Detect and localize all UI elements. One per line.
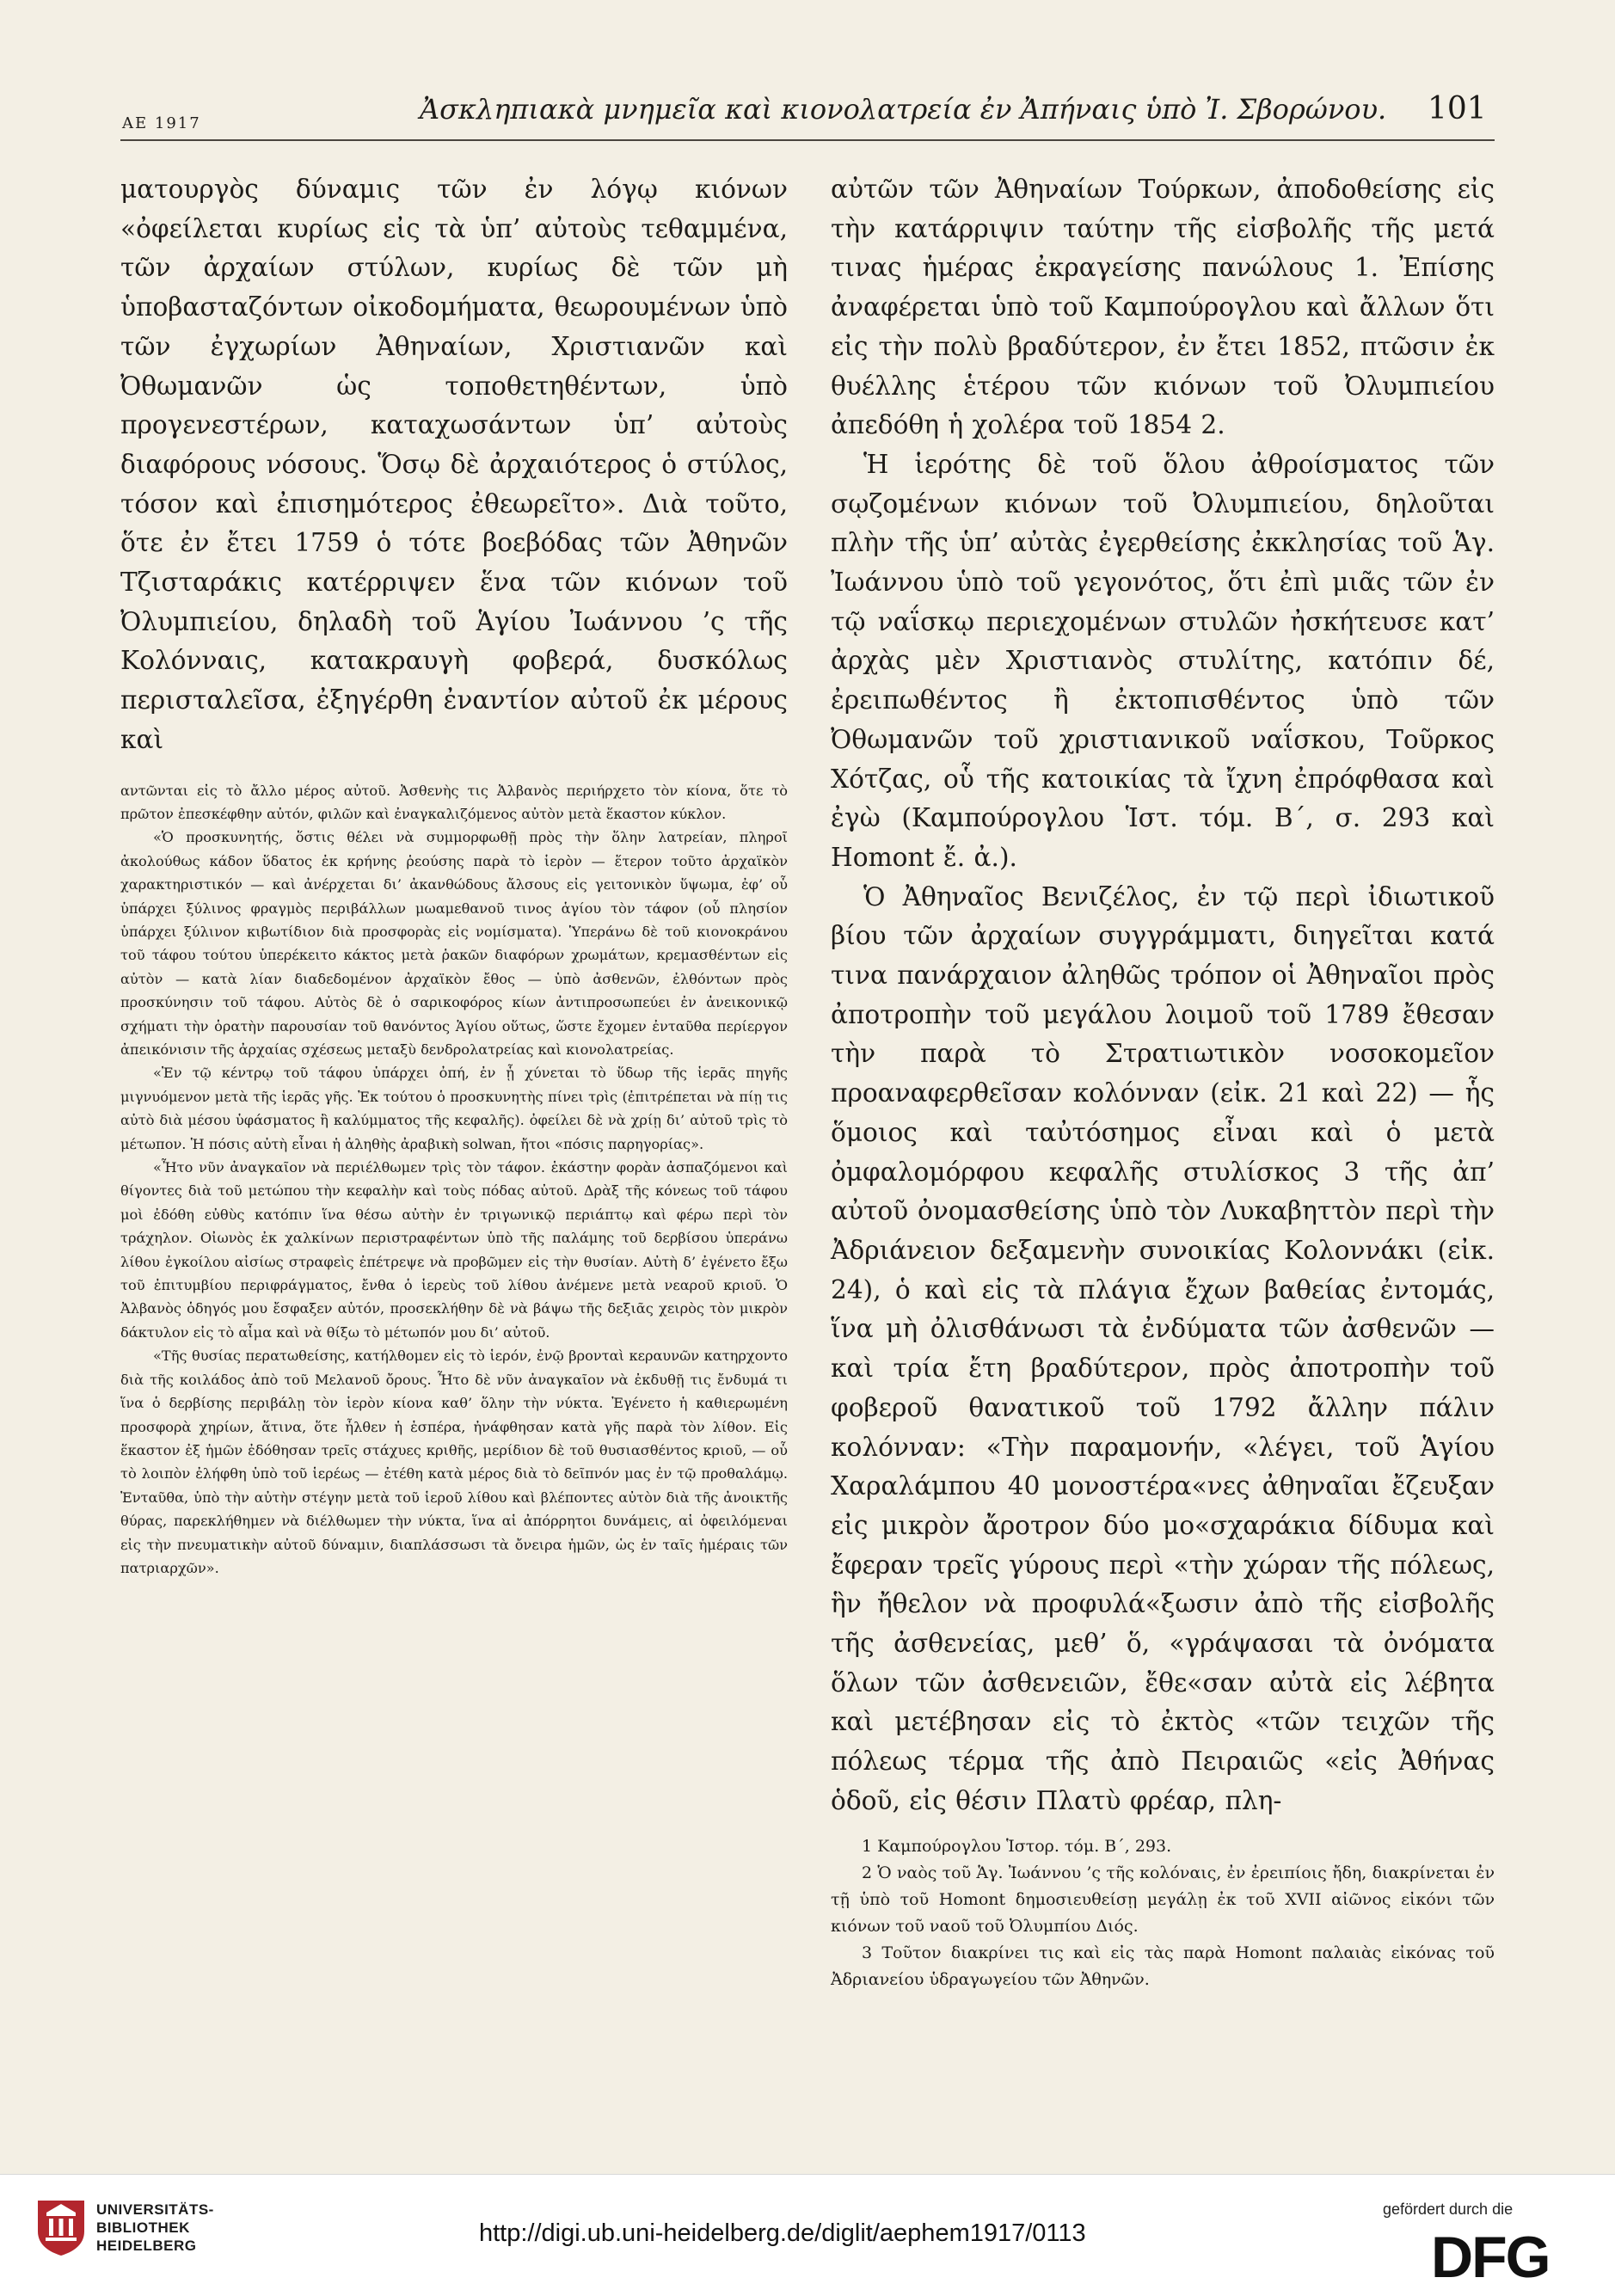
footnote: 1 Καμπούρογλου Ἱστορ. τόμ. Β΄, 293. [862,1836,1172,1856]
note-paragraph: «Ἐν τῷ κέντρῳ τοῦ τάφου ὑπάρχει ὀπή, ἐν ᾗ χύνεται τὸ ὕδωρ τῆς ἱερᾶς πηγῆς μιγνυόμενον μετὰ τῆς ἱερᾶς γῆς. Ἐκ τούτου ὁ προσκυνητὴς πίνει τρὶς (ἐπιτρέπεται νὰ πίῃ τις αὐτὸ διὰ μέσου ὑφάσματος ἢ καλύμματος τῆς κεφαλῆς). ὀφείλει δὲ νὰ χρίῃ δι’ αὐτοῦ τρὶς τὸ μέτωπον. Ἡ πόσις αὐτὴ εἶναι ἡ ἀληθὴς ἀραβικὴ solwan, ἤτοι «πόσις παρηγορίας». [120,1065,788,1152]
institution-name: UNIVERSITÄTS- BIBLIOTHEK HEIDELBERG [96,2201,214,2254]
footnote: 3 Τοῦτον διακρίνει τις καὶ εἰς τὰς παρὰ Homont παλαιὰς εἰκόνας τοῦ Ἀδριανείου ὑδραγωγείου τῶν Ἀθηνῶν. [831,1943,1495,1989]
journal-volume-label: ΑΕ 1917 [122,114,201,132]
right-paragraph: Ἡ ἱερότης δὲ τοῦ ὅλου ἀθροίσματος τῶν σῳζομένων κιόνων τοῦ Ὀλυμπιείου, δηλοῦται πλὴν τῆς ὑπ’ αὐτὰς ἐγερθείσης ἐκκλησίας τοῦ Ἁγ. Ἰωάννου ὑπὸ τοῦ γεγονότος, ὅτι ἐπὶ μιᾶς τῶν ἐν τῷ ναΐσκῳ περιεχομένων στυλῶν ἠσκήτευσε κατ’ ἀρχὰς μὲν Χριστιανὸς στυλίτης, κατόπιν δέ, ἐρειπωθέντος ἢ ἐκτοπισθέντος ὑπὸ τῶν Ὀθωμανῶν τοῦ χριστιανικοῦ ναΐσκου, Τοῦρκος Χότζας, οὗ τῆς κατοικίας τὰ ἴχνη ἐπρόφθασα καὶ ἐγὼ (Καμπούρογλου Ἱστ. τόμ. Β΄, σ. 293 καὶ Homont ἔ. ἀ.). [831,449,1495,872]
note-paragraph: «Ὁ προσκυνητής, ὅστις θέλει νὰ συμμορφωθῇ πρὸς τὴν ὅλην λατρείαν, πληροῖ ἀκολούθως κάδον ὕδατος ἐκ κρήνης ῥεούσης παρὰ τὸ ἱερὸν — ἕτερον τοῦτο ἀρχαϊκὸν χαρακτηριστικόν — καὶ ἀνέρχεται δι’ ἀκανθώδους ἄλσους εἰς γειτονικὸν ὕψωμα, ἐφ’ οὗ ὑπάρχει ξύλινος φραγμὸς περιβάλλων μωαμεθανοῦ τινος ἁγίου τὸν τάφον (οὗ πλησίον ὑπάρχει ξύλινον κιβωτίδιον διὰ προσφορὰς εἰς νομίσματα). Ὑπεράνω δὲ τοῦ κιονοκράνου τοῦ τάφου τούτου ὑπερέκειτο κάκτος μετὰ ῥακῶν διαφόρων χρωμάτων, κρεμασθέντων εἰς αὐτὸν — κατὰ λίαν διαδεδομένον ἀρχαϊκὸν ἔθος — ὑπὸ ἀσθενῶν, ἐλθόντων πρὸς προσκύνησιν τοῦ τάφου. Αὐτὸς δὲ ὁ σαρικοφόρος κίων ἀντιπροσωπεύει ἐν ἀνεικονικῷ σχήματι τὴν ὁρατὴν παρουσίαν τοῦ θανόντος Ἁγίου οὕτως, ὥστε ἔχομεν ἐνταῦθα περίεργον ἀπεικόνισιν τῆς ἀρχαίας σχέσεως μεταξὺ δενδρολατρείας καὶ κιονολατρείας. [120,829,788,1059]
note-paragraph: «Τῆς θυσίας περατωθείσης, κατήλθομεν εἰς τὸ ἱερόν, ἐνῷ βρονταὶ κεραυνῶν κατηρχοντο διὰ τῆς κοιλάδος ἀπὸ τοῦ Μελανοῦ ὄρους. Ἦτο δὲ νῦν ἀναγκαῖον νὰ ἐκδυθῇ τις ἔνδυμά τι ἵνα ὁ δερβίσης περιβάλῃ τὸν ἱερὸν κίονα καθ’ ὅλην τὴν νύκτα. Ἐγένετο ἡ καθιερωμένη προσφορὰ χηρίων, ἅτινα, ὅτε ἦλθεν ἡ ἑσπέρα, ἠνάφθησαν κατὰ γῆς παρὰ τὸν λίθον. Εἰς ἕκαστον ἐξ ἡμῶν ἐδόθησαν τρεῖς στάχυες κριθῆς, μερίδιον δὲ τοῦ θυσιασθέντος κριοῦ, — οὗ τὸ λοιπὸν ἐλήφθη ὑπὸ τοῦ ἱερέως — ἐτέθη κατὰ μέρος διὰ τὸ δεῖπνόν μας ἐν τῷ προθαλάμῳ. Ἐνταῦθα, ὑπὸ τὴν αὐτὴν στέγην μετὰ τοῦ ἱεροῦ λίθου καὶ βλέποντες αὐτὸν διὰ τῆς ἀνοικτῆς θύρας, παρεκλήθημεν νὰ διέλθωμεν τὴν νύκτα, ἵνα αἱ ἀπόρρητοι δυνάμεις, αἱ ὀφειλόμεναι εἰς τὴν πνευματικὴν αὐτοῦ δύναμιν, διαπλάσσωσι τὰ ὄνειρα ἡμῶν, ὡς ἐν ταῖς ἡμέραις τῶν πατριαρχῶν». [120,1348,788,1576]
note-paragraph: αντῶνται εἰς τὸ ἄλλο μέρος αὐτοῦ. Ἀσθενὴς τις Ἀλβανὸς περιήρχετο τὸν κίονα, ὅτε τὸ πρῶτον ἐπεσκέφθην αὐτόν, φιλῶν καὶ ἐναγκαλιζόμενος αὐτὸν μετὰ ἕκαστον κύκλον. [120,782,788,822]
right-column [831,170,1495,1993]
footnote: 2 Ὁ ναὸς τοῦ Ἁγ. Ἰωάννου ’ς τῆς κολόναις, ἐν ἐρειπίοις ἤδη, διακρίνεται ἐν τῇ ὑπὸ τοῦ Homont δημοσιευθείσῃ μεγάλῃ ἐκ τοῦ XVII αἰῶνος εἰκόνι τῶν κιόνων τοῦ ναοῦ τοῦ Ὀλυμπίου Διός. [831,1863,1495,1936]
running-title: Ἀσκληπιακὰ μνημεῖα καὶ κιονολατρεία ἐν Ἀπήναις ὑπὸ Ἰ. Σβορώνου. [420,93,1387,126]
left-column [120,170,788,1580]
footer-bar [0,2174,1615,2296]
header-rule [120,139,1495,141]
permalink-link[interactable]: http://digi.ub.uni-heidelberg.de/diglit/aephem1917/0113 [479,2219,1086,2247]
dfg-logo: DFG [1431,2225,1550,2290]
note-paragraph: «Ἦτο νῦν ἀναγκαῖον νὰ περιέλθωμεν τρὶς τὸν τάφον. ἑκάστην φορὰν ἀσπαζόμενοι καὶ θίγοντες διὰ τοῦ μετώπου τὴν κεφαλὴν καὶ τοὺς πόδας αὐτοῦ. Δρὰξ τῆς κόνεως τοῦ τάφου μοὶ ἐδόθη εὐθὺς κατόπιν ἵνα θέσω αὐτὴν ἐν τριγωνικῷ περιάπτῳ καὶ φέρω περὶ τὸν τράχηλον. Οἰωνὸς ἐκ χαλκίνων περιστραφέντων ὑπὸ τῆς παλάμης τοῦ δερβίσου ὑπεράνω λίθου ἐγκοίλου αἰσίως στραφεὶς ἐπέτρεψε νὰ προβῶμεν εἰς τὴν θυσίαν. Αὐτὴ δ’ ἐγένετο ἔξω τοῦ ἐπιτυμβίου περιφράγματος, ἔνθα ὁ ἱερεὺς τοῦ λίθου ἀνέμενε μετὰ νεαροῦ κριοῦ. Ὁ Ἀλβανὸς ὁδηγός μου ἔσφαξεν αὐτόν, προσεκλήθην δὲ νὰ βάψω τῆς δεξιᾶς χειρὸς τὸν μικρὸν δάκτυλον εἰς τὸ αἷμα καὶ νὰ θίξω τὸ μέτωπόν μου δι’ αὐτοῦ. [120,1159,788,1341]
left-main-text: ματουργὸς δύναμις τῶν ἐν λόγῳ κιόνων «ὀφείλεται κυρίως εἰς τὰ ὑπ’ αὐτοὺς τεθαμμένα, τῶν ἀρχαίων στύλων, κυρίως δὲ τῶν μὴ ὑποβασταζόντων οἰκοδομήματα, θεωρουμένων ὑπὸ τῶν ἐγχωρίων Ἀθηναίων, Χριστιανῶν καὶ Ὀθωμανῶν ὡς τοποθετηθέντων, ὑπὸ προγενεστέρων, καταχωσάντων ὑπ’ αὐτοὺς διαφόρους νόσους. Ὅσῳ δὲ ἀρχαιότερος ὁ στύλος, τόσον καὶ ἐπισημότερος ἐθεωρεῖτο». Διὰ τοῦτο, ὅτε ἐν ἔτει 1759 ὁ τότε βοεβόδας τῶν Ἀθηνῶν Τζισταράκις κατέρριψεν ἕνα τῶν κιόνων τοῦ Ὀλυμπιείου, δηλαδὴ τοῦ Ἁγίου Ἰωάννου ’ς τῆς Κολόνναις, κατακραυγὴ φοβερά, δυσκόλως περισταλεῖσα, ἐξηγέρθη ἐναντίον αὐτοῦ ἐκ μέρους καὶ [120,175,788,754]
left-notes [120,779,788,1581]
page-number: 101 [1428,91,1487,126]
right-paragraph: Ὁ Ἀθηναῖος Βενιζέλος, ἐν τῷ περὶ ἰδιωτικοῦ βίου τῶν ἀρχαίων συγγράμματι, διηγεῖται κατά τινα πανάρχαιον ἀληθῶς τρόπον οἱ Ἀθηναῖοι πρὸς ἀποτροπὴν τοῦ μεγάλου λοιμοῦ τοῦ 1789 ἔθεσαν τὴν παρὰ τὸ Στρατιωτικὸν νοσοκομεῖον προαναφερθεῖσαν κολόνναν (εἰκ. 21 καὶ 22) — ἧς ὅμοιος καὶ ταὐτόσημος εἶναι καὶ ὁ μετὰ ὀμφαλομόρφου κεφαλῆς στυλίσκος 3 τῆς ἀπ’ αὐτοῦ ὀνομασθείσης ὑπὸ τὸν Λυκαβηττὸν περὶ τὴν Ἀδριάνειον δεξαμενὴν συνοικίας Κολοννάκι (εἰκ. 24), ὁ καὶ εἰς τὰ πλάγια ἔχων βαθείας ἐντομάς, ἵνα μὴ ὀλισθάνωσι τὰ ἐνδύματα τῶν ἀσθενῶν — καὶ τρία ἔτη βραδύτερον, πρὸς ἀποτροπὴν τοῦ φοβεροῦ θανατικοῦ τοῦ 1792 ἄλλην πάλιν κολόνναν: «Τὴν παραμονήν, «λέγει, τοῦ Ἁγίου Χαραλάμπου 40 μονοστέρα«νες ἀθηναῖαι ἔζευξαν εἰς μικρὸν ἄροτρον δύο μο«σχαράκια δίδυμα καὶ ἔφεραν τρεῖς γύρους περὶ «τὴν χώραν τῆς πόλεως, ἣν ἤθελον νὰ προφυλά«ξωσιν ἀπὸ τῆς εἰσβολῆς τῆς ἀσθενείας, μεθ’ ὅ, «γράψασαι τὰ ὀνόματα ὅλων τῶν ἀσθενειῶν, ἔθε«σαν αὐτὰ εἰς λέβητα καὶ μετέβησαν εἰς τὸ ἐκτὸς «τῶν τειχῶν τῆς πόλεως τέρμα τῆς ἀπὸ Πειραιῶς «εἰς Ἀθήνας ὁδοῦ, εἰς θέσιν Πλατὺ φρέαρ, πλη- [831,881,1495,1815]
university-seal-icon [34,2197,88,2257]
right-paragraph: αὐτῶν τῶν Ἀθηναίων Τούρκων, ἀποδοθείσης εἰς τὴν κατάρριψιν ταύτην τῆς εἰσβολῆς τῆς μετά τινας ἡμέρας ἐκραγείσης πανώλους 1. Ἐπίσης ἀναφέρεται ὑπὸ τοῦ Καμπούρογλου καὶ ἄλλων ὅτι εἰς τὴν πολὺ βραδύτερον, ἐν ἔτει 1852, πτῶσιν ἐκ θυέλλης ἑτέρου τῶν κιόνων τοῦ Ὀλυμπιείου ἀπεδόθη ἡ χολέρα τοῦ 1854 2. [831,175,1495,440]
funding-caption: gefördert durch die [1383,2201,1514,2218]
